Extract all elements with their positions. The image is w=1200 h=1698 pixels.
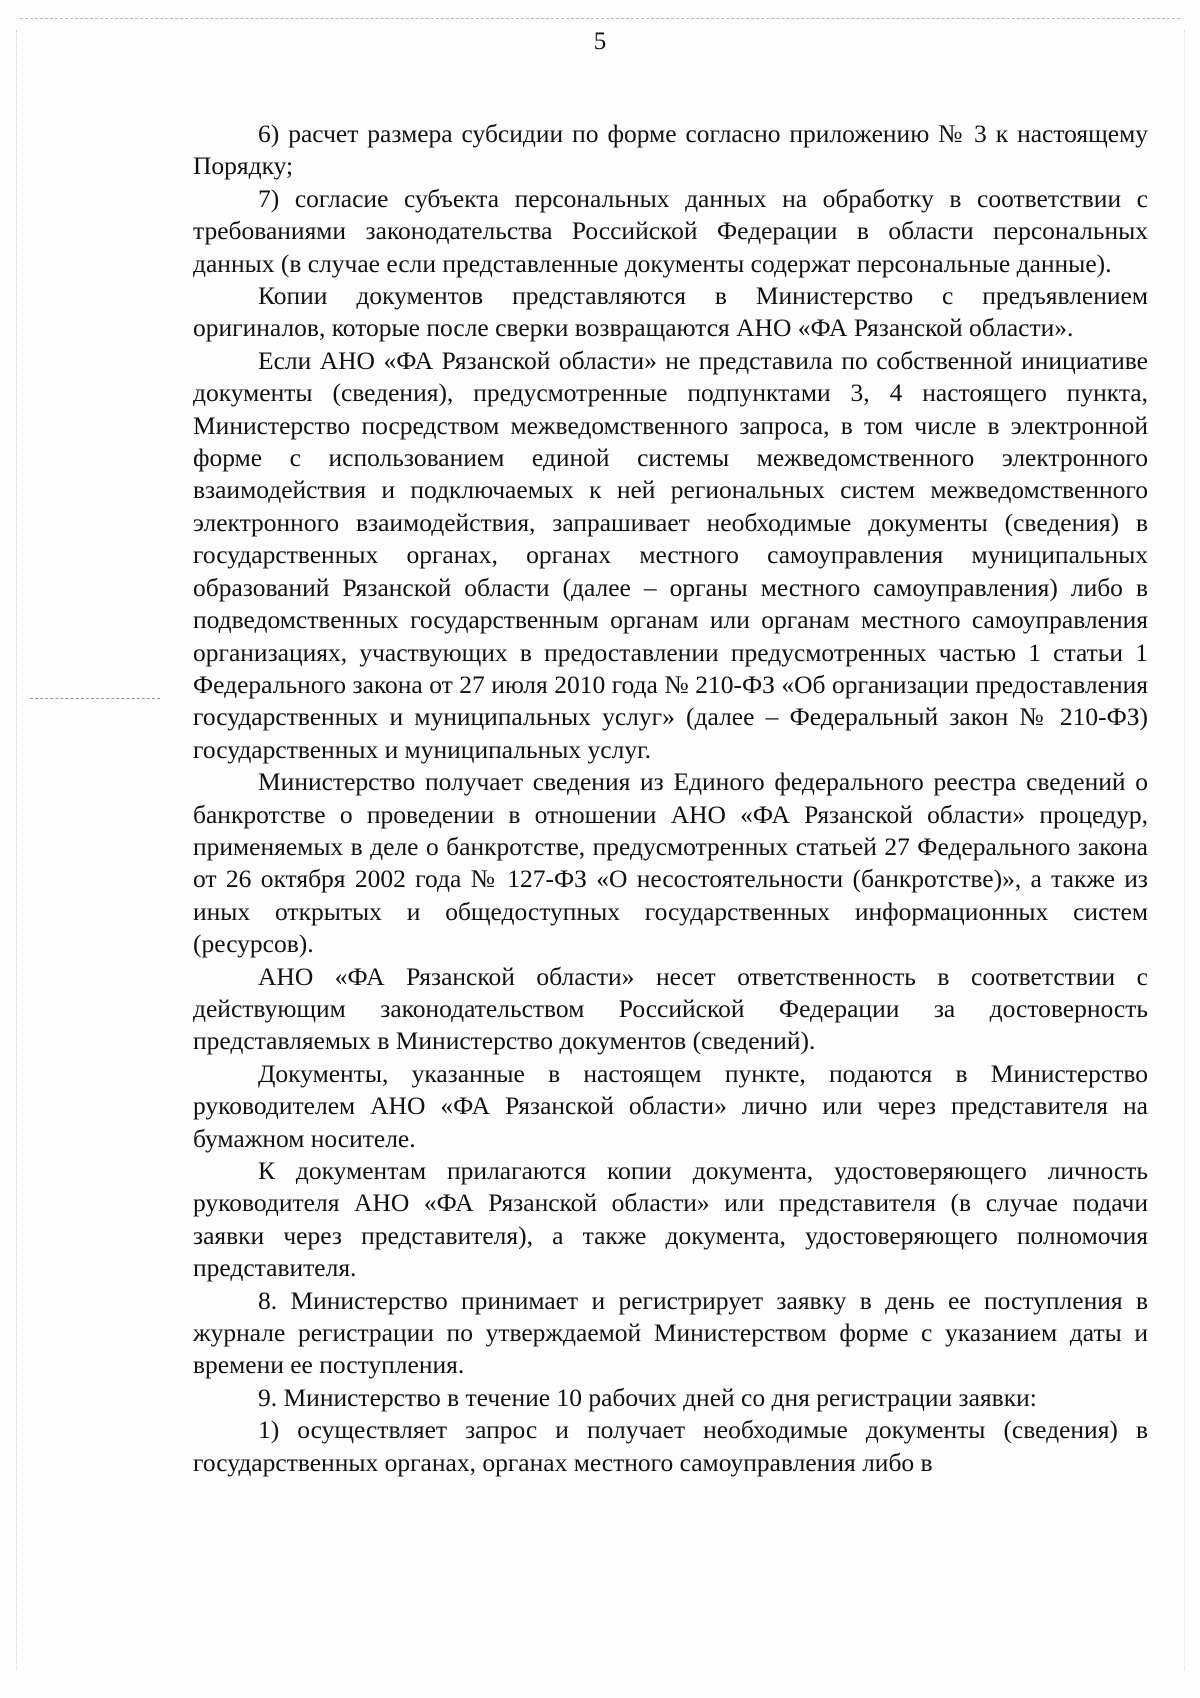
paragraph-item-6: 6) расчет размера субсидии по форме согласно приложению № 3 к настоящему Порядку; xyxy=(193,119,1148,181)
paragraph-submission: Документы, указанные в настоящем пункте, подаются в Министерство руководителем АНО «ФА Рязанской области» лично или через представителя на бумажном носителе. xyxy=(193,1058,1148,1153)
scan-edge-left xyxy=(16,30,17,1670)
paragraph-point-9: 9. Министерство в течение 10 рабочих дней со дня регистрации заявки: xyxy=(258,1382,1037,1412)
page-number: 5 xyxy=(593,28,607,55)
paragraph-responsibility: АНО «ФА Рязанской области» несет ответственность в соответствии с действующим законодательством Российской Федерации за достоверность представляемых в Министерство документов (сведений). xyxy=(193,961,1148,1056)
paragraph-point-9-sub-1: 1) осуществляет запрос и получает необходимые документы (сведения) в государственных органах, органах местного самоуправления либо в xyxy=(193,1415,1148,1477)
paragraph-attachments: К документам прилагаются копии документа, удостоверяющего личность руководителя АНО «ФА Рязанской области» или представителя (в случае подачи заявки через представителя), а также документа, удостоверяющего полномочия представителя. xyxy=(193,1156,1148,1283)
scan-mark xyxy=(30,698,160,699)
scan-edge-right xyxy=(1184,30,1185,1670)
paragraph-item-7: 7) согласие субъекта персональных данных на обработку в соответствии с требованиями законодательства Российской Федерации в области персональных данных (в случае если представленные документы содержат персональные данные). xyxy=(193,183,1148,278)
paragraph-point-8: 8. Министерство принимает и регистрирует заявку в день ее поступления в журнале регистрации по утверждаемой Министерством форме с указанием даты и времени ее поступления. xyxy=(193,1285,1148,1380)
paragraph-copies: Копии документов представляются в Министерство с предъявлением оригиналов, которые после сверки возвращаются АНО «ФА Рязанской области». xyxy=(193,281,1148,343)
scan-edge-top xyxy=(20,18,1180,19)
document-body xyxy=(193,118,1148,1479)
paragraph-interagency-request: Если АНО «ФА Рязанской области» не представила по собственной инициативе документы (сведения), предусмотренные подпунктами 3, 4 настоящего пункта, Министерство посредством межведомственного запроса, в том числе в электронной форме с использованием единой системы межведомственного электронного взаимодействия и подключаемых к ней региональных систем межведомственного электронного взаимодействия, запрашивает необходимые документы (сведения) в государственных органах, органах местного самоуправления муниципальных образований Рязанской области (далее – органы местного самоуправления) либо в подведомственных государственным органам или органам местного самоуправления организациях, участвующих в предоставлении предусмотренных частью 1 статьи 1 Федерального закона от 27 июля 2010 года № 210-ФЗ «Об организации предоставления государственных и муниципальных услуг» (далее – Федеральный закон № 210-ФЗ) государственных и муниципальных услуг. xyxy=(193,345,1148,764)
paragraph-bankruptcy-registry: Министерство получает сведения из Единого федерального реестра сведений о банкротстве о проведении в отношении АНО «ФА Рязанской области» процедур, применяемых в деле о банкротстве, предусмотренных статьей 27 Федерального закона от 26 октября 2002 года № 127-ФЗ «О несостоятельности (банкротстве)», а также из иных открытых и общедоступных государственных информационных систем (ресурсов). xyxy=(193,767,1148,959)
